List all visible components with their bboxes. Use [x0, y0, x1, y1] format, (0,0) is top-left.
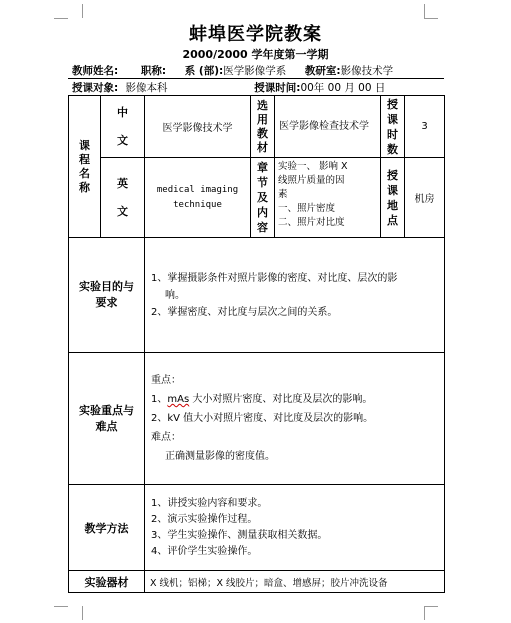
english-course-name [145, 158, 251, 238]
hours-value: 3 [405, 96, 445, 158]
english-label: 英文 [101, 158, 145, 238]
method-content [145, 485, 445, 571]
crop-mark-bottom-left [68, 606, 83, 620]
info-row-target [72, 80, 385, 95]
goal-label: 实验目的与要求 [69, 238, 145, 353]
chapter-line: 实验一、 影响 X [278, 161, 348, 172]
material-label: 选用教材 [251, 96, 275, 158]
hours-label: 授课时数 [381, 96, 405, 158]
lesson-plan-table [68, 95, 445, 593]
goal-content [145, 238, 445, 353]
crop-mark-top-left-h [54, 18, 68, 19]
academic-term: 2000/2000 学年度第一学期 [182, 48, 329, 61]
chapter-content [275, 158, 381, 238]
chapter-label: 章节及内容 [251, 158, 275, 238]
mas-term: mAs [167, 394, 190, 405]
document-title: 蚌埠医学院教案 [189, 24, 322, 45]
info-row-teacher [72, 63, 393, 78]
difficulty-heading: 难点： [151, 432, 181, 443]
key-item: 1、mAs 大小对照片密度、对比度及层次的影响。 [151, 394, 373, 405]
crop-mark-bottom-right [424, 606, 439, 620]
key-item: 2、kV 值大小对照片密度、对比度及层次的影响。 [151, 413, 374, 424]
crop-mark-bottom-right-h [424, 606, 438, 607]
goal-item: 1、掌握摄影条件对照片影像的密度、对比度、层次的影 [151, 272, 398, 284]
dept-value: 医学影像学系 [223, 65, 287, 77]
method-label: 教学方法 [69, 485, 145, 571]
key-label: 实验重点与难点 [69, 353, 145, 485]
crop-mark-top-left [68, 4, 83, 18]
info-divider [68, 78, 444, 79]
title-label: 职称: [140, 65, 167, 77]
room-label: 教研室: [304, 65, 341, 77]
chapter-line: 二、照片对比度 [278, 217, 345, 228]
method-item: 4、评价学生实验操作。 [151, 545, 258, 557]
crop-mark-top-right [424, 4, 439, 18]
time-value: 00年 00 月 00 日 [300, 82, 386, 94]
time-label: 授课时间: [254, 82, 301, 94]
target-label: 授课对象: [72, 82, 119, 94]
method-item: 1、讲授实验内容和要求。 [151, 497, 268, 509]
material-value: 医学影像检查技术学 [275, 96, 381, 158]
chinese-label: 中文 [101, 96, 145, 158]
difficulty-item: 正确测量影像的密度值。 [165, 451, 275, 462]
equipment-label: 实验器材 [69, 571, 145, 593]
method-item: 3、学生实验操作、测量获取相关数据。 [151, 529, 328, 541]
equipment-value: X 线机；铝梯；X 线胶片；暗盒、增感屏；胶片冲洗设备 [145, 571, 445, 593]
course-name-label: 课程名称 [69, 96, 101, 238]
goal-item: 响。 [165, 289, 185, 301]
english-name-line1: medical imaging [156, 184, 239, 195]
chapter-line: 素 [278, 189, 288, 200]
chinese-course-name: 医学影像技术学 [145, 96, 251, 158]
crop-mark-top-right-h [424, 18, 438, 19]
key-heading: 重点： [151, 375, 181, 386]
teacher-label: 教师姓名: [72, 65, 119, 77]
crop-mark-bottom-left-h [54, 606, 68, 607]
chapter-line: 线照片质量的因 [278, 175, 345, 186]
target-value: 影像本科 [125, 82, 168, 94]
room-value: 影像技术学 [340, 65, 394, 77]
place-value: 机房 [405, 158, 445, 238]
place-label: 授课地点 [381, 158, 405, 238]
goal-item: 2、掌握密度、对比度与层次之间的关系。 [151, 306, 338, 318]
english-name-line2: technique [173, 199, 222, 210]
method-item: 2、演示实验操作过程。 [151, 513, 258, 525]
key-content [145, 353, 445, 485]
dept-label: 系 (部): [184, 65, 224, 77]
chapter-line: 一、照片密度 [278, 203, 336, 214]
